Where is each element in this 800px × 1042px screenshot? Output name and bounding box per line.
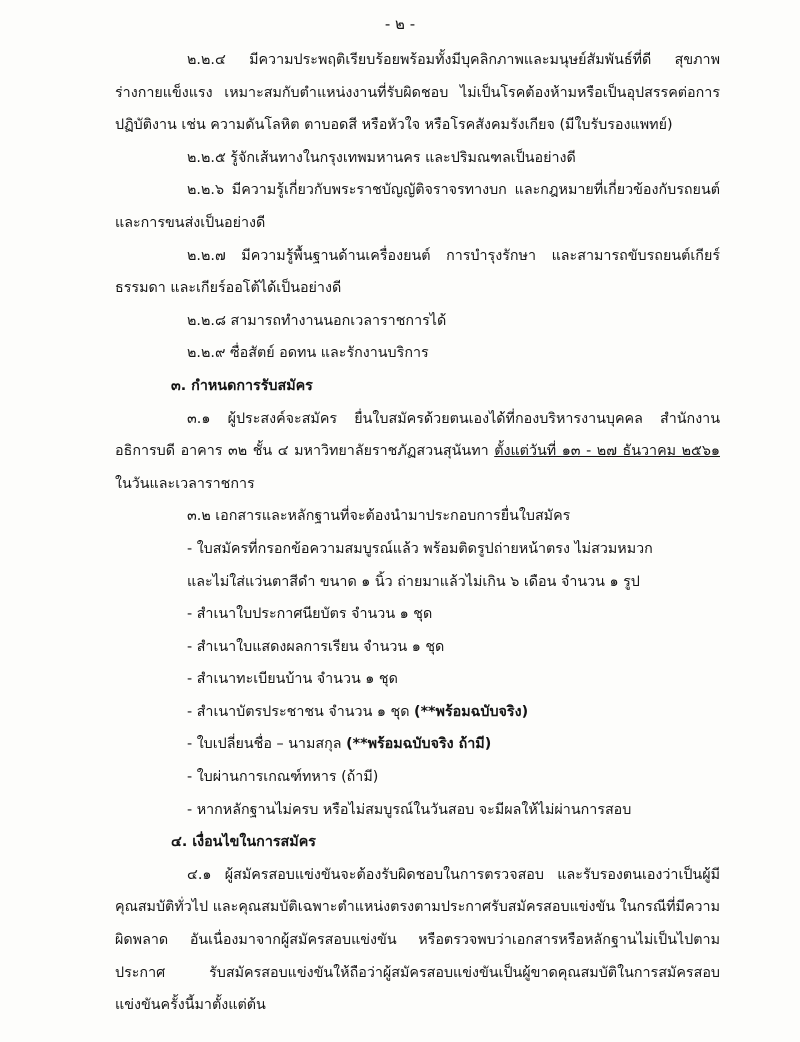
section-heading-3: ๓. กำหนดการรับสมัคร <box>171 377 313 394</box>
paragraph-4-1: ๔.๑ ผู้สมัครสอบแข่งขันจะต้องรับผิดชอบในการตรวจสอบ และรับรองตนเองว่าเป็นผู้มีคุณสมบัติทั่วไป และคุณสมบัติเฉพาะตำแหน่งตรงตามประกาศรับสมัครสอบแข่งขัน ในกรณีที่มีความผิดพลาด อันเนื่องมาจากผู้สมัครสอบแข่งขัน หรือตรวจพบว่าเอกสารหรือหลักฐานไม่เป็นไปตามประกาศ รับสมัครสอบแข่งขันให้ถือว่าผู้สมัครสอบแข่งขันเป็นผู้ขาดคุณสมบัติในการสมัครสอบแข่งขันครั้งนี้มาตั้งแต่ต้น <box>115 866 720 1014</box>
document-item-2: - สำเนาใบประกาศนียบัตร จำนวน ๑ ชุด <box>187 606 433 623</box>
document-body <box>115 44 720 1022</box>
document-item-1-cont: และไม่ใส่แว่นตาสีดำ ขนาด ๑ นิ้ว ถ่ายมาแล้วไม่เกิน ๖ เดือน จำนวน ๑ รูป <box>187 573 640 590</box>
paragraph-2-2-4: ๒.๒.๔ มีความประพฤติเรียบร้อยพร้อมทั้งมีบุคลิกภาพและมนุษย์สัมพันธ์ที่ดี สุขภาพร่างกายแข็งแรง เหมาะสมกับตำแหน่งงานที่รับผิดชอบ ไม่เป็นโรคต้องห้ามหรือเป็นอุปสรรคต่อการปฏิบัติงาน เช่น ความดันโลหิต ตาบอดสี หรือหัวใจ หรือโรคสังคมรังเกียจ (มีใบรับรองแพทย์) <box>115 52 720 134</box>
paragraph-2-2-6: ๒.๒.๖ มีความรู้เกี่ยวกับพระราชบัญญัติจราจรทางบก และกฎหมายที่เกี่ยวข้องกับรถยนต์และการขนส่งเป็นอย่างดี <box>115 182 720 231</box>
application-period: ตั้งแต่วันที่ ๑๓ - ๒๗ ธันวาคม ๒๕๖๑ <box>494 443 720 460</box>
document-item-7: - ใบผ่านการเกณฑ์ทหาร (ถ้ามี) <box>187 769 379 786</box>
document-item-5 <box>115 696 720 729</box>
document-item-6-text: - ใบเปลี่ยนชื่อ – นามสกุล <box>187 736 347 753</box>
document-item-8: - หากหลักฐานไม่ครบ หรือไม่สมบูรณ์ในวันสอบ จะมีผลให้ไม่ผ่านการสอบ <box>187 801 632 818</box>
document-item-1: - ใบสมัครที่กรอกข้อความสมบูรณ์แล้ว พร้อมติดรูปถ่ายหน้าตรง ไม่สวมหมวก <box>187 540 653 557</box>
paragraph-3-2: ๓.๒ เอกสารและหลักฐานที่จะต้องนำมาประกอบการยื่นใบสมัคร <box>187 508 571 525</box>
paragraph-2-2-7: ๒.๒.๗ มีความรู้พื้นฐานด้านเครื่องยนต์ การบำรุงรักษา และสามารถขับรถยนต์เกียร์ธรรมดา และเกียร์ออโต้ได้เป็นอย่างดี <box>115 247 720 297</box>
paragraph-3-1 <box>115 403 720 501</box>
document-item-5-text: - สำเนาบัตรประชาชน จำนวน ๑ ชุด <box>187 703 415 720</box>
document-item-5-note: (**พร้อมฉบับจริง) <box>414 703 529 720</box>
paragraph-3-1-text: ๓.๑ ผู้ประสงค์จะสมัคร ยื่นใบสมัครด้วยตนเองได้ที่กองบริหารงานบุคคล สำนักงานอธิการบดี อาคาร ๓๒ ชั้น ๔ มหาวิทยาลัยราชภัฏสวนสุนันทา <box>115 410 720 460</box>
document-item-4: - สำเนาทะเบียนบ้าน จำนวน ๑ ชุด <box>187 671 398 688</box>
paragraph-3-1-tail: ในวันและเวลาราชการ <box>115 475 255 492</box>
page-number: - ๒ - <box>384 15 416 33</box>
paragraph-2-2-5: ๒.๒.๕ รู้จักเส้นทางในกรุงเทพมหานคร และปริมณฑลเป็นอย่างดี <box>187 149 576 166</box>
paragraph-2-2-8: ๒.๒.๘ สามารถทำงานนอกเวลาราชการได้ <box>187 312 447 329</box>
section-heading-4: ๔. เงื่อนไขในการสมัคร <box>171 834 316 851</box>
document-item-3: - สำเนาใบแสดงผลการเรียน จำนวน ๑ ชุด <box>187 638 445 655</box>
document-item-6 <box>115 728 720 761</box>
document-item-6-note: (**พร้อมฉบับจริง ถ้ามี) <box>346 736 492 753</box>
paragraph-2-2-9: ๒.๒.๙ ซื่อสัตย์ อดทน และรักงานบริการ <box>187 345 429 362</box>
